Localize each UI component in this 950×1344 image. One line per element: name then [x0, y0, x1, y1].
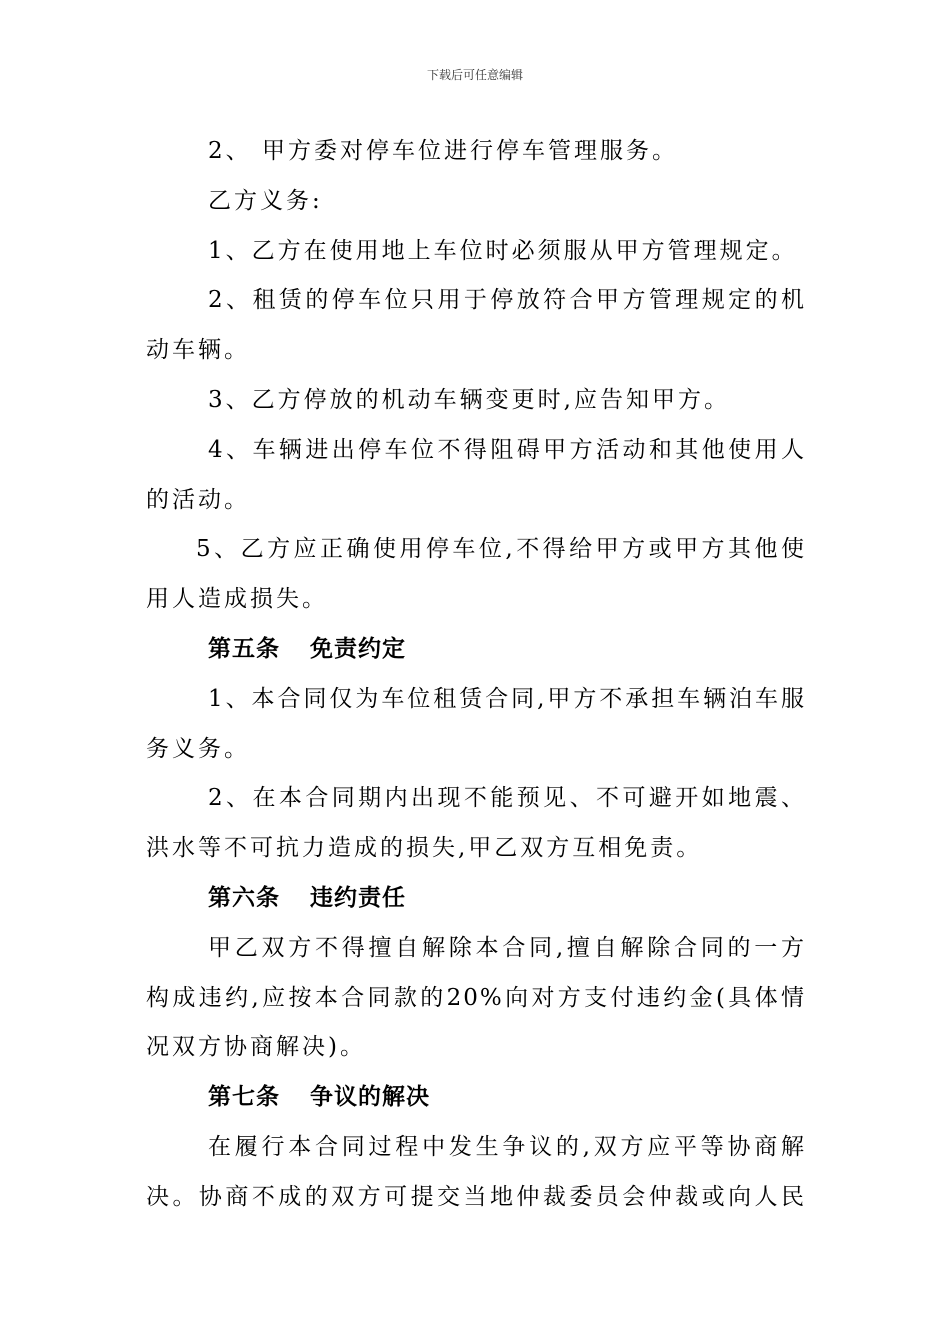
paragraph-party-a-duty-2: 2、 甲方委对停车位进行停车管理服务。	[208, 138, 678, 164]
paragraph-party-b-duty-1: 1、乙方在使用地上车位时必须服从甲方管理规定。	[208, 237, 798, 264]
paragraph-article-7-line2: 决。协商不成的双方可提交当地仲裁委员会仲裁或向人民	[146, 1183, 806, 1210]
paragraph-article-5-item-2-line1: 2、在本合同期内出现不能预见、不可避开如地震、	[208, 785, 806, 812]
paragraph-party-b-duty-4-line2: 的活动。	[146, 486, 250, 513]
paragraph-party-b-duty-4-line1: 4、车辆进出停车位不得阻碍甲方活动和其他使用人	[208, 436, 806, 463]
paragraph-article-7-line1: 在履行本合同过程中发生争议的,双方应平等协商解	[208, 1133, 806, 1160]
paragraph-article-6-line3: 况双方协商解决)。	[146, 1034, 366, 1061]
page-header: 下载后可任意编辑	[426, 68, 523, 82]
paragraph-article-5-item-2-line2: 洪水等不可抗力造成的损失,甲乙双方互相免责。	[146, 835, 703, 862]
paragraph-article-5-item-1-line2: 务义务。	[146, 735, 250, 762]
paragraph-party-b-duty-5-line2: 用人造成损失。	[146, 586, 328, 613]
article-7-label: 第七条	[208, 1084, 280, 1111]
paragraph-article-5-item-1-line1: 1、本合同仅为车位租赁合同,甲方不承担车辆泊车服	[208, 685, 806, 712]
article-7-title: 争议的解决	[310, 1084, 430, 1111]
article-5-title: 免责约定	[310, 635, 406, 662]
paragraph-article-6-line2: 构成违约,应按本合同款的20%向对方支付违约金(具体情	[146, 984, 806, 1011]
article-6-title: 违约责任	[310, 884, 406, 911]
article-6-label: 第六条	[208, 884, 280, 911]
article-7-heading	[146, 1073, 806, 1123]
document-body	[146, 127, 806, 1223]
article-5-heading	[146, 625, 806, 675]
paragraph-party-b-duty-2-line2: 动车辆。	[146, 337, 250, 364]
article-6-heading	[146, 874, 806, 924]
paragraph-party-b-duty-5-line1: 5、乙方应正确使用停车位,不得给甲方或甲方其他使	[196, 536, 806, 563]
paragraph-party-b-duty-2-line1: 2、租赁的停车位只用于停放符合甲方管理规定的机	[208, 287, 806, 314]
section-label-party-b-duties: 乙方义务:	[208, 187, 323, 214]
paragraph-party-b-duty-3: 3、乙方停放的机动车辆变更时,应告知甲方。	[208, 386, 730, 413]
paragraph-article-6-line1: 甲乙双方不得擅自解除本合同,擅自解除合同的一方	[208, 934, 806, 961]
article-5-label: 第五条	[208, 635, 280, 662]
